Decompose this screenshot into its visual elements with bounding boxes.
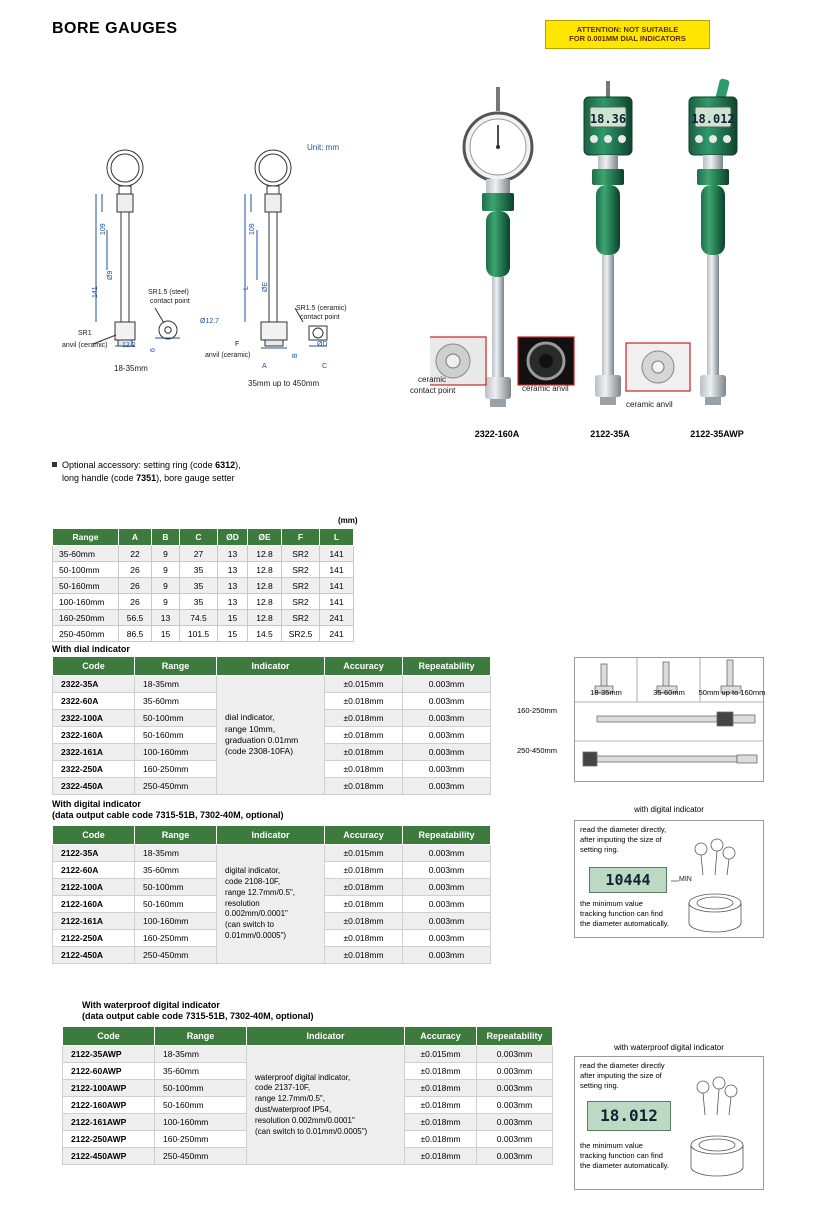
cell-code: 2122-100AWP [63,1080,155,1097]
cell-range: 35-60mm [53,546,119,562]
cell-repeatability: 0.003mm [403,676,491,693]
cell-f: SR2 [282,610,320,626]
indicator-line-2: range 10mm, [225,723,276,734]
cell-accuracy: ±0.015mm [325,676,403,693]
unit-label: Unit: mm [307,143,339,152]
cell-range: 160-250mm [135,761,217,778]
cell-a: 56.5 [119,610,152,626]
cell-code: 2322-35A [53,676,135,693]
digital-illus-top-l1: read the diameter directly, [580,825,667,834]
attention-badge [545,20,710,49]
photo-caption-2122-35AWP: 2122-35AWP [690,429,744,439]
A-label: A [262,363,267,370]
cell-accuracy: ±0.018mm [325,744,403,761]
page-title: BORE GAUGES [52,20,178,37]
cell-accuracy: ±0.015mm [405,1046,477,1063]
waterproof-section-title: With waterproof digital indicator [82,1000,220,1010]
cell-repeatability: 0.003mm [403,693,491,710]
cell-repeatability: 0.003mm [403,778,491,795]
cell-repeatability: 0.003mm [403,761,491,778]
cell-repeatability: 0.003mm [477,1063,553,1080]
cell-code: 2322-450A [53,778,135,795]
cell-accuracy: ±0.018mm [325,761,403,778]
table-row [63,1046,553,1063]
waterproof-illus-diagram [675,1065,761,1185]
photo-caption-2122-35A: 2122-35A [590,429,630,439]
cell-a: 26 [119,562,152,578]
cell-indicator [247,1046,405,1165]
accessory-line1-a: Optional accessory: setting ring (code [62,460,216,470]
sr15-steel-label: SR1.5 (steel) [148,289,189,296]
col-indicator: Indicator [247,1027,405,1046]
cell-repeatability: 0.003mm [403,845,491,862]
cell-code: 2122-35A [53,845,135,862]
table-row [53,676,491,693]
side-label-160-250: 160-250mm [517,706,558,715]
digital-illus-top-l2: after imputing the size of [580,834,662,844]
cell-range: 160-250mm [53,610,119,626]
cell-repeatability: 0.003mm [403,930,491,947]
col-repeatability: Repeatability [403,826,491,845]
col-range: Range [53,529,119,546]
col-range: Range [155,1027,247,1046]
waterproof-illus-lcd [587,1101,671,1131]
B-label: B [292,353,299,358]
cell-range: 100-160mm [135,913,217,930]
table-row [53,626,354,642]
cell-d: 15 [218,626,248,642]
dial-indicator-table [52,656,491,795]
dial-illustration-box [517,657,766,782]
col-code: Code [53,826,135,845]
anvil-ceramic-label-left: anvil (ceramic) [62,342,108,349]
waterproof-illus-top-text [580,1061,665,1090]
cell-a: 22 [119,546,152,562]
digital-indicator-table [52,825,491,964]
digital-illus-bottom-text [580,899,669,928]
side-label-35-60: 35-60mm [653,688,685,697]
sr15-ceramic-label: SR1.5 (ceramic) [296,305,347,312]
cell-e: 14.5 [248,626,282,642]
dia-127-label: Ø12.7 [200,318,220,325]
cell-c: 35 [180,594,218,610]
cell-range: 50-160mm [155,1097,247,1114]
table-header-row [53,529,354,546]
cell-accuracy: ±0.018mm [325,879,403,896]
waterproof-illus-top-l3: setting ring. [580,1080,619,1090]
cell-code: 2322-60A [53,693,135,710]
ceramic-contact-point-caption-l1: ceramic [418,375,447,384]
side-label-250-450: 250-450mm [517,746,558,755]
cell-c: 35 [180,562,218,578]
cell-c: 35 [180,578,218,594]
cell-range: 250-450mm [135,947,217,964]
cell-range: 50-100mm [155,1080,247,1097]
cell-accuracy: ±0.018mm [405,1131,477,1148]
digital-illus-lcd [589,867,667,893]
ceramic-anvil-caption-1: ceramic anvil [522,384,569,393]
cell-e: 12.8 [248,546,282,562]
indicator-line-2: code 2108-10F, [225,877,281,886]
cell-range: 18-35mm [155,1046,247,1063]
cell-accuracy: ±0.015mm [325,845,403,862]
cell-f: SR2 [282,546,320,562]
svg-text:18.36: 18.36 [589,112,627,126]
digital-section-subtitle: (data output cable code 7315-51B, 7302-40M, optional) [52,810,284,820]
dial-illustration-svg [575,658,763,781]
cell-accuracy: ±0.018mm [405,1114,477,1131]
cell-code: 2122-60A [53,862,135,879]
cell-accuracy: ±0.018mm [405,1080,477,1097]
col-l: L [320,529,354,546]
cell-f: SR2 [282,562,320,578]
cell-d: 13 [218,578,248,594]
col-accuracy: Accuracy [325,826,403,845]
cell-repeatability: 0.003mm [477,1148,553,1165]
indicator-line-5: 0.002mm/0.0001" [225,909,288,919]
col-accuracy: Accuracy [405,1027,477,1046]
bore-gauge-line-drawing-right [225,130,405,390]
cell-accuracy: ±0.018mm [325,710,403,727]
side-label-50-160: 50mm up to 160mm [698,688,766,697]
cell-code: 2122-60AWP [63,1063,155,1080]
col-f: F [282,529,320,546]
cell-b: 9 [152,594,180,610]
indicator-line-5: resolution 0.002mm/0.0001" [255,1115,355,1125]
cell-accuracy: ±0.018mm [325,693,403,710]
cell-l: 241 [320,610,354,626]
digital-illus-diagram [671,827,759,935]
cell-d: 15 [218,610,248,626]
accessory-code-6312: 6312 [215,460,236,470]
cell-range: 50-160mm [135,727,217,744]
col-repeatability: Repeatability [403,657,491,676]
cell-repeatability: 0.003mm [477,1046,553,1063]
cell-range: 100-160mm [155,1114,247,1131]
dial-section-title: With dial indicator [52,644,130,654]
cell-e: 12.8 [248,562,282,578]
table-row [53,562,354,578]
cell-accuracy: ±0.018mm [325,930,403,947]
indicator-line-4: (code 2308-10FA) [225,746,294,757]
waterproof-illus-bottom-text [580,1141,669,1170]
digital-illus-bot-l1: the minimum value [580,899,643,908]
cell-b: 9 [152,578,180,594]
dia-E-right: ØE [262,281,269,292]
cell-range: 18-35mm [135,845,217,862]
cell-b: 9 [152,546,180,562]
table-row [53,610,354,626]
col-repeatability: Repeatability [477,1027,553,1046]
cell-code: 2122-450AWP [63,1148,155,1165]
col-range: Range [135,657,217,676]
cell-range: 160-250mm [135,930,217,947]
waterproof-illustration-caption: with waterproof digital indicator [614,1043,724,1052]
cell-l: 141 [320,578,354,594]
attention-line-2: FOR 0.001MM DIAL INDICATORS [569,34,686,44]
bullet-square-icon [52,462,57,467]
digital-illustration-box [574,820,764,938]
waterproof-illus-lcd-value: 18.012 [600,1106,658,1125]
cell-a: 26 [119,578,152,594]
cell-repeatability: 0.003mm [403,879,491,896]
cell-b: 9 [152,562,180,578]
digital-illus-top-l3: setting ring. [580,844,619,854]
cell-accuracy: ±0.018mm [325,913,403,930]
col-indicator: Indicator [217,657,325,676]
col-d: ØD [218,529,248,546]
cell-repeatability: 0.003mm [403,744,491,761]
cell-l: 141 [320,562,354,578]
drawing-caption-right: 35mm up to 450mm [248,379,320,388]
cell-range: 160-250mm [155,1131,247,1148]
cell-code: 2122-250AWP [63,1131,155,1148]
cell-code: 2122-100A [53,879,135,896]
col-accuracy: Accuracy [325,657,403,676]
cell-repeatability: 0.003mm [403,727,491,744]
cell-range: 50-160mm [135,896,217,913]
cell-code: 2322-161A [53,744,135,761]
cell-repeatability: 0.003mm [403,947,491,964]
dia-D-label: ØD [317,341,328,348]
cell-accuracy: ±0.018mm [325,896,403,913]
waterproof-illus-bot-l3: the diameter automatically. [580,1160,670,1170]
indicator-line-3: graduation 0.01mm [225,735,299,745]
cell-c: 74.5 [180,610,218,626]
cell-f: SR2.5 [282,626,320,642]
cell-range: 35-60mm [155,1063,247,1080]
waterproof-illustration-box [574,1056,764,1190]
cell-e: 12.8 [248,594,282,610]
cell-e: 12.8 [248,610,282,626]
waterproof-illus-bot-l2: tracking function can find [580,1150,663,1160]
cell-code: 2122-250A [53,930,135,947]
col-e: ØE [248,529,282,546]
waterproof-illus-top-l2: after imputing the size of [580,1070,662,1080]
cell-code: 2122-161AWP [63,1114,155,1131]
digital-illus-top-text [580,825,666,854]
cell-l: 141 [320,546,354,562]
cell-accuracy: ±0.018mm [405,1097,477,1114]
cell-a: 26 [119,594,152,610]
dia-9-left: Ø9 [107,270,114,280]
waterproof-illus-top-l1: read the diameter directly [580,1061,665,1070]
digital-illus-min-label: MIN [679,876,692,883]
product-photo-group [430,75,800,425]
indicator-line-4: dust/waterproof IP54, [255,1105,332,1114]
cell-f: SR2 [282,594,320,610]
cell-range: 250-450mm [53,626,119,642]
waterproof-illus-bot-l1: the minimum value [580,1141,643,1150]
cell-l: 241 [320,626,354,642]
col-range: Range [135,826,217,845]
cell-accuracy: ±0.018mm [325,727,403,744]
digital-illus-bot-l2: tracking function can find [580,908,663,918]
cell-c: 101.5 [180,626,218,642]
F-label: F [235,341,240,348]
table-header-row [53,826,491,845]
table-row [53,578,354,594]
cell-accuracy: ±0.018mm [325,778,403,795]
cell-range: 250-450mm [155,1148,247,1165]
cell-d: 13 [218,594,248,610]
drawing-caption-left: 18-35mm [114,364,148,373]
table-row [53,845,491,862]
accessory-line1-b: ), [235,460,241,470]
cell-code: 2122-450A [53,947,135,964]
cell-code: 2322-160A [53,727,135,744]
cell-code: 2122-35AWP [63,1046,155,1063]
cell-range: 50-100mm [53,562,119,578]
cell-range: 50-100mm [135,710,217,727]
cell-repeatability: 0.003mm [477,1080,553,1097]
ceramic-anvil-caption-2: ceramic anvil [626,400,673,409]
attention-line-1: ATTENTION: NOT SUITABLE [576,25,679,34]
cell-repeatability: 0.003mm [403,913,491,930]
cell-range: 35-60mm [135,693,217,710]
accessory-code-7351: 7351 [136,473,157,484]
cell-range: 50-100mm [135,879,217,896]
accessory-line2-b: ), bore gauge setter [156,473,235,484]
cell-e: 12.8 [248,578,282,594]
cell-repeatability: 0.003mm [477,1097,553,1114]
cell-accuracy: ±0.018mm [325,947,403,964]
svg-text:18.012: 18.012 [691,112,735,126]
cell-b: 15 [152,626,180,642]
cell-range: 100-160mm [53,594,119,610]
digital-illus-lcd-value: 10444 [605,871,651,889]
waterproof-indicator-table [62,1026,553,1165]
indicator-line-1: dial indicator, [225,712,275,723]
cell-range: 100-160mm [135,744,217,761]
ceramic-contact-point-caption-l2: contact point [410,386,456,395]
cell-range: 18-35mm [135,676,217,693]
C-label: C [322,363,328,370]
indicator-line-1: waterproof digital indicator, [255,1072,351,1082]
cell-accuracy: ±0.018mm [405,1148,477,1165]
indicator-line-1: digital indicator, [225,866,281,876]
col-a: A [119,529,152,546]
indicator-line-3: range 12.7mm/0.5", [225,887,295,897]
cell-code: 2122-161A [53,913,135,930]
side-label-18-35: 18-35mm [590,688,622,697]
accessory-note [52,459,241,485]
indicator-line-4: resolution [225,898,260,908]
cell-repeatability: 0.003mm [403,896,491,913]
table-row [53,546,354,562]
dim-L-right: L [243,286,250,290]
dim-122-label: 12.2 [122,342,136,349]
digital-section-title: With digital indicator [52,799,141,809]
digital-illus-bot-l3: the diameter automatically. [580,918,670,928]
cell-repeatability: 0.003mm [477,1114,553,1131]
sr1-label: SR1 [78,330,92,337]
cell-code: 2122-160AWP [63,1097,155,1114]
dim-109-right: 109 [249,223,256,235]
photo-caption-2322-160A: 2322-160A [474,429,520,439]
col-b: B [152,529,180,546]
col-code: Code [63,1027,155,1046]
cell-range: 50-160mm [53,578,119,594]
cell-c: 27 [180,546,218,562]
accessory-line2-a: long handle (code [62,473,137,484]
cell-l: 141 [320,594,354,610]
indicator-line-2: code 2137-10F, [255,1083,311,1093]
cell-code: 2322-100A [53,710,135,727]
dim-141-left: 141 [92,286,99,298]
cell-range: 250-450mm [135,778,217,795]
contact-point-label-right: contact point [300,314,340,321]
waterproof-section-subtitle: (data output cable code 7315-51B, 7302-40M, optional) [82,1011,314,1021]
dimensions-table [52,528,354,642]
cell-d: 13 [218,546,248,562]
col-code: Code [53,657,135,676]
cell-accuracy: ±0.018mm [325,862,403,879]
cell-indicator [217,676,325,795]
anvil-ceramic-label-right: anvil (ceramic) [205,352,251,359]
contact-point-label-left: contact point [150,298,190,305]
cell-repeatability: 0.003mm [403,710,491,727]
indicator-line-7: 0.01mm/0.0005") [225,930,287,940]
col-c: C [180,529,218,546]
table-header-row [53,657,491,676]
dim-table-unit-note: (mm) [338,516,358,525]
cell-a: 86.5 [119,626,152,642]
cell-code: 2122-160A [53,896,135,913]
cell-repeatability: 0.003mm [477,1131,553,1148]
cell-d: 13 [218,562,248,578]
table-row [53,594,354,610]
digital-illustration-caption: with digital indicator [634,805,704,814]
cell-indicator [217,845,325,964]
cell-accuracy: ±0.018mm [405,1063,477,1080]
dim-6-label: 6 [150,348,157,352]
cell-f: SR2 [282,578,320,594]
indicator-line-3: range 12.7mm/0.5", [255,1094,325,1104]
dim-109-left: 109 [100,223,107,235]
cell-code: 2322-250A [53,761,135,778]
cell-range: 35-60mm [135,862,217,879]
indicator-line-6: (can switch to 0.01mm/0.0005") [255,1126,368,1136]
indicator-line-6: (can switch to [225,920,274,930]
cell-repeatability: 0.003mm [403,862,491,879]
col-indicator: Indicator [217,826,325,845]
table-header-row [63,1027,553,1046]
cell-b: 13 [152,610,180,626]
